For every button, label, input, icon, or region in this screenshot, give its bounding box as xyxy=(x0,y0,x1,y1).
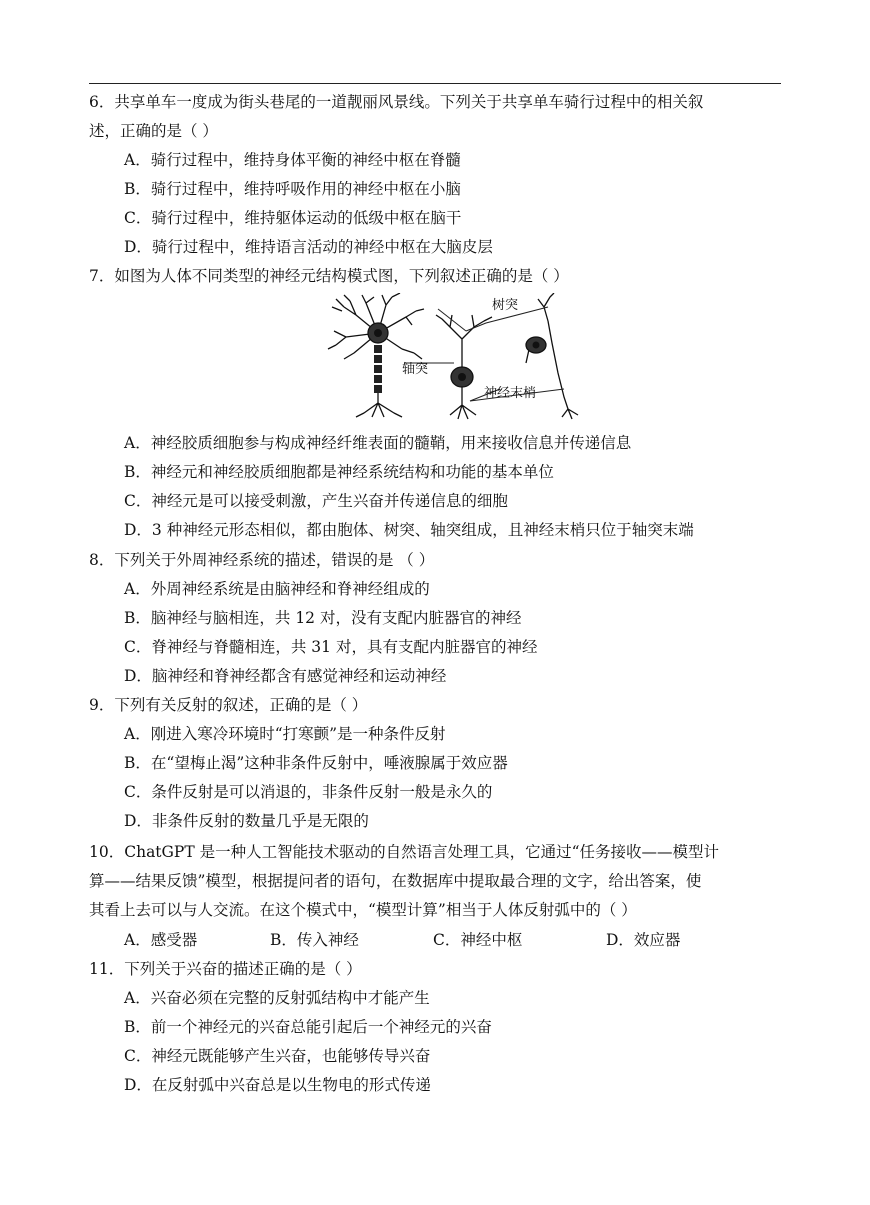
q9-option-b: B．在“望梅止渴”这种非条件反射中，唾液腺属于效应器 xyxy=(124,754,508,772)
q6-option-c: C．骑行过程中，维持躯体运动的低级中枢在脑干 xyxy=(124,209,462,227)
label-dendrite: 树突 xyxy=(492,298,519,313)
q6-option-d: D．骑行过程中，维持语言活动的神经中枢在大脑皮层 xyxy=(124,238,493,256)
q9-stem: 9．下列有关反射的叙述，正确的是（ ） xyxy=(89,696,368,714)
q9-option-d: D．非条件反射的数量几乎是无限的 xyxy=(124,812,369,830)
q11-option-a: A．兴奋必须在完整的反射弧结构中才能产生 xyxy=(124,989,430,1007)
q8-stem: 8．下列关于外周神经系统的描述，错误的是 （ ） xyxy=(89,551,435,569)
neuron-1-terminals xyxy=(356,403,402,417)
label-nerve-ending: 神经末梢 xyxy=(484,386,537,401)
q11-option-c: C．神经元既能够产生兴奋，也能够传导兴奋 xyxy=(124,1047,431,1065)
q10-option-b: B．传入神经 xyxy=(270,931,359,949)
q8-option-c: C．脊神经与脊髓相连，共 31 对，具有支配内脏器官的神经 xyxy=(124,638,538,656)
top-divider xyxy=(89,83,781,84)
q10-option-a: A．感受器 xyxy=(124,931,198,949)
q6-stem-line1: 6．共享单车一度成为街头巷尾的一道靓丽风景线。下列关于共享单车骑行过程中的相关叙 xyxy=(89,93,704,111)
q11-option-d: D．在反射弧中兴奋总是以生物电的形式传递 xyxy=(124,1076,431,1094)
q10-stem-line1: 10．ChatGPT 是一种人工智能技术驱动的自然语言处理工具，它通过“任务接收——模型计 xyxy=(89,843,720,861)
label-axon: 轴突 xyxy=(402,362,429,377)
q11-stem: 11．下列关于兴奋的描述正确的是（ ） xyxy=(89,960,362,978)
q7-option-c: C．神经元是可以接受刺激，产生兴奋并传递信息的细胞 xyxy=(124,492,508,510)
q7-stem: 7．如图为人体不同类型的神经元结构模式图，下列叙述正确的是（ ） xyxy=(89,267,569,285)
q7-option-b: B．神经元和神经胶质细胞都是神经系统结构和功能的基本单位 xyxy=(124,463,554,481)
q10-stem-line2: 算——结果反馈”模型，根据提问者的语句，在数据库中提取最合理的文字，给出答案，使 xyxy=(89,872,702,890)
neuron-1-myelinated-axon xyxy=(374,345,382,403)
q8-option-b: B．脑神经与脑相连，共 12 对，没有支配内脏器官的神经 xyxy=(124,609,522,627)
q6-option-a: A．骑行过程中，维持身体平衡的神经中枢在脊髓 xyxy=(124,151,461,169)
q7-option-d: D．3 种神经元形态相似，都由胞体、树突、轴突组成，且神经末梢只位于轴突末端 xyxy=(124,521,694,539)
q9-option-a: A．刚进入寒冷环境时“打寒颤”是一种条件反射 xyxy=(124,725,446,743)
q6-option-b: B．骑行过程中，维持呼吸作用的神经中枢在小脑 xyxy=(124,180,461,198)
q11-option-b: B．前一个神经元的兴奋总能引起后一个神经元的兴奋 xyxy=(124,1018,492,1036)
q10-option-c: C．神经中枢 xyxy=(433,931,523,949)
neuron-1-nucleus xyxy=(374,329,382,337)
neuron-diagram xyxy=(326,293,588,421)
q9-option-c: C．条件反射是可以消退的，非条件反射一般是永久的 xyxy=(124,783,493,801)
q10-stem-line3: 其看上去可以与人交流。在这个模式中，“模型计算”相当于人体反射弧中的（ ） xyxy=(89,901,637,919)
q10-option-d: D．效应器 xyxy=(606,931,681,949)
q8-option-a: A．外周神经系统是由脑神经和脊神经组成的 xyxy=(124,580,430,598)
q7-option-a: A．神经胶质细胞参与构成神经纤维表面的髓鞘，用来接收信息并传递信息 xyxy=(124,434,632,452)
q8-option-d: D．脑神经和脊神经都含有感觉神经和运动神经 xyxy=(124,667,447,685)
q6-stem-line2: 述，正确的是（ ） xyxy=(89,122,218,140)
